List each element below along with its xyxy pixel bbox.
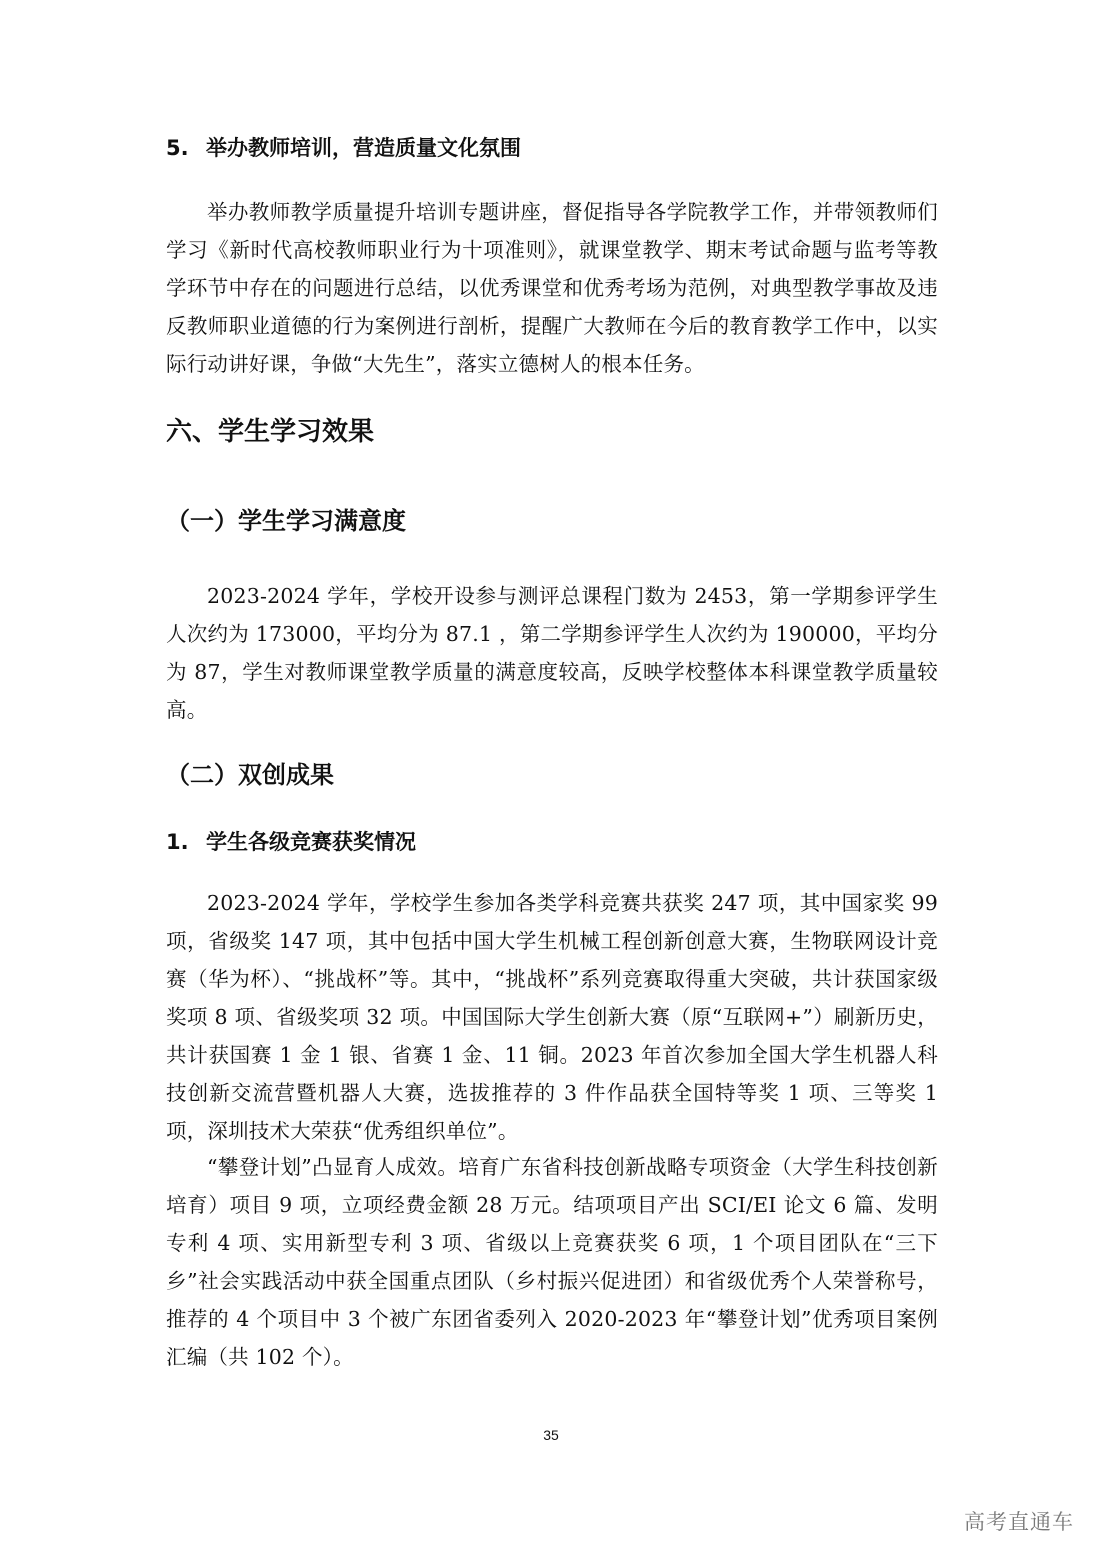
subsection-2-title: （二）双创成果 bbox=[166, 761, 334, 789]
subsection-1-paragraph: 2023-2024 学年，学校开设参与测评总课程门数为 2453，第一学期参评学生人次约为 173000，平均分为 87.1 ，第二学期参评学生人次约为 190000，平均分为 87，学生对教师课堂教学质量的满意度较高，反映学校整体本科课堂教学质量较高。 bbox=[166, 584, 938, 722]
subsection-1-title: （一）学生学习满意度 bbox=[166, 507, 406, 535]
section-5-title: 举办教师培训，营造质量文化氛围 bbox=[206, 136, 521, 160]
item-1-title: 学生各级竞赛获奖情况 bbox=[206, 830, 416, 854]
chapter-6-title: 六、学生学习效果 bbox=[166, 417, 375, 447]
climbing-plan-paragraph: “攀登计划”凸显育人成效。培育广东省科技创新战略专项资金（大学生科技创新培育）项目 9 项，立项经费金额 28 万元。结项项目产出 SCI/EI 论文 6 篇、发明专利 4 项、实用新型专利 3 项、省级以上竞赛获奖 6 项，1 个项目团队在“三下乡”社会实践活动中获全国重点团队（乡村振兴促进团）和省级优秀个人荣誉称号，推荐的 4 个项目中 3 个被广东团省委列入 2020-2023 年“攀登计划”优秀项目案例汇编（共 102 个）。 bbox=[166, 1155, 938, 1369]
item-1-heading bbox=[166, 827, 416, 857]
page-number: 35 bbox=[543, 1427, 559, 1443]
competition-paragraph: 2023-2024 学年，学校学生参加各类学科竞赛共获奖 247 项，其中国家奖 99 项，省级奖 147 项，其中包括中国大学生机械工程创新创意大赛，生物联网设计竞赛（华为杯）、“挑战杯”等。其中，“挑战杯”系列竞赛取得重大突破，共计获国家级奖项 8 项、省级奖项 32 项。中国国际大学生创新大赛（原“互联网+”）刷新历史，共计获国赛 1 金 1 银、省赛 1 金、11 铜。2023 年首次参加全国大学生机器人科技创新交流营暨机器人大赛，选拔推荐的 3 件作品获全国特等奖 1 项、三等奖 1 项，深圳技术大荣获“优秀组织单位”。 bbox=[166, 891, 938, 1143]
watermark: 高考直通车 bbox=[964, 1510, 1074, 1534]
item-1-number: 1. bbox=[166, 830, 189, 854]
section-5-paragraph: 举办教师教学质量提升培训专题讲座，督促指导各学院教学工作，并带领教师们学习《新时代高校教师职业行为十项准则》，就课堂教学、期末考试命题与监考等教学环节中存在的问题进行总结，以优秀课堂和优秀考场为范例，对典型教学事故及违反教师职业道德的行为案例进行剖析，提醒广大教师在今后的教育教学工作中，以实际行动讲好课，争做“大先生”，落实立德树人的根本任务。 bbox=[166, 200, 938, 376]
section-5-heading bbox=[166, 133, 521, 163]
section-5-number: 5. bbox=[166, 136, 189, 160]
